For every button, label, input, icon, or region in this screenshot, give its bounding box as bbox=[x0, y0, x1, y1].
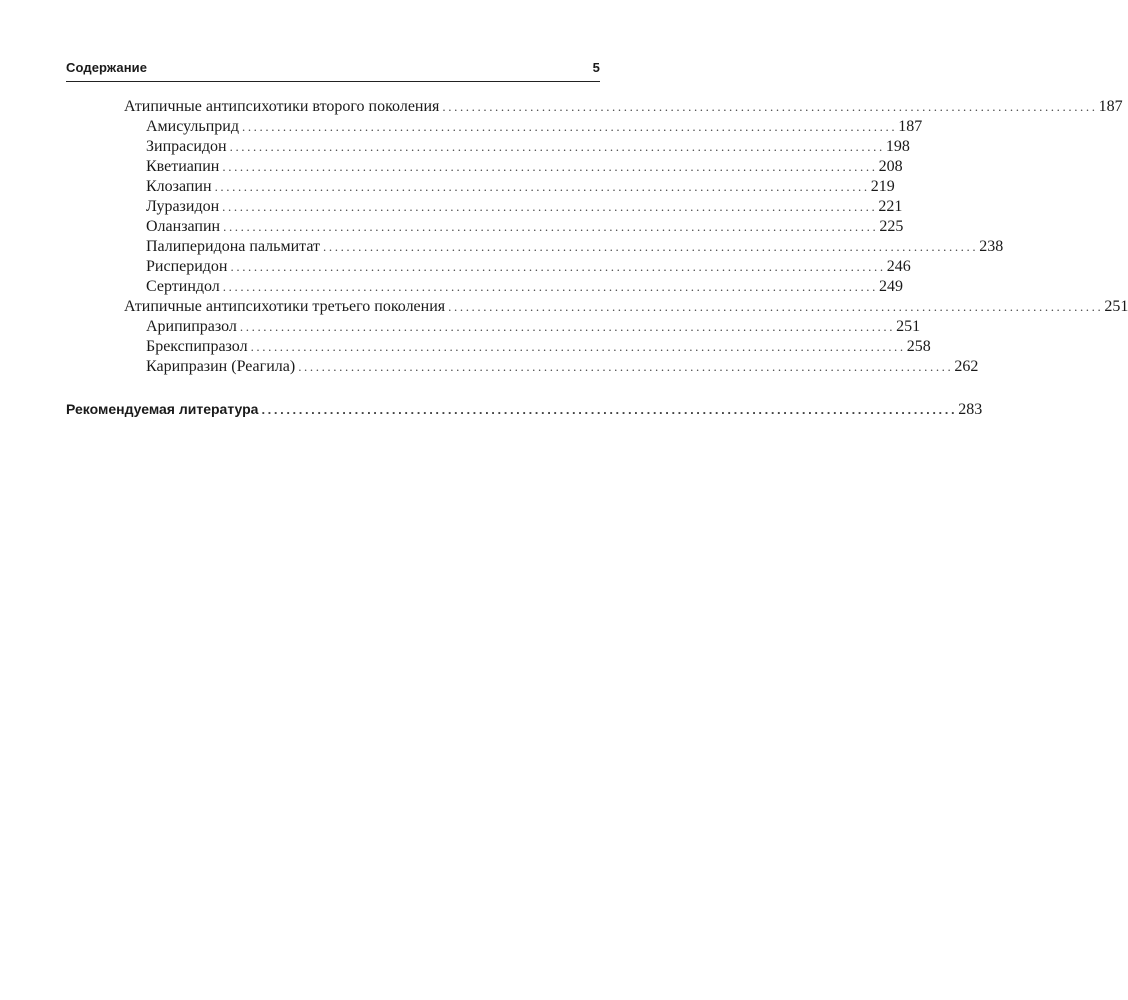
toc-entry-label: Карипразин (Реагила) bbox=[146, 358, 296, 375]
toc-entry-page: 246 bbox=[886, 258, 911, 275]
running-header-title: Содержание bbox=[66, 60, 148, 75]
toc-entry-page: 238 bbox=[979, 238, 1004, 255]
toc-leader-dots: ................................................................................................................ bbox=[214, 179, 870, 194]
toc-entry-label: Сертиндол bbox=[146, 278, 220, 295]
toc-entry[interactable] bbox=[146, 257, 911, 277]
toc-leader-dots: ................................................................................................................ bbox=[222, 279, 878, 294]
toc-entry-page: 251 bbox=[896, 318, 921, 335]
toc-leader-dots: ................................................................................................................ bbox=[230, 259, 886, 274]
toc-entry-page: 219 bbox=[870, 178, 895, 195]
toc-entry[interactable] bbox=[146, 177, 895, 197]
toc-entry[interactable] bbox=[146, 117, 923, 137]
toc-entry-label: Атипичные антипсихотики третьего поколения bbox=[124, 298, 446, 315]
toc-entry-label: Зипрасидон bbox=[146, 138, 227, 155]
running-header bbox=[66, 60, 600, 80]
toc-leader-dots: ................................................................................................................ bbox=[261, 402, 958, 417]
toc-entry-page: 198 bbox=[885, 138, 910, 155]
toc-leader-dots: ................................................................................................................ bbox=[241, 119, 898, 134]
running-header-page-number: 5 bbox=[592, 60, 600, 75]
toc-entry-section[interactable] bbox=[124, 297, 1128, 317]
toc-leader-dots: ................................................................................................................ bbox=[442, 99, 1098, 114]
toc-leader-dots: ................................................................................................................ bbox=[229, 139, 885, 154]
toc-leader-dots: ................................................................................................................ bbox=[298, 359, 954, 374]
toc-entry-label: Клозапин bbox=[146, 178, 212, 195]
toc-entry[interactable] bbox=[146, 337, 931, 357]
toc-entry-label: Оланзапин bbox=[146, 218, 221, 235]
toc-entry-label: Арипипразол bbox=[146, 318, 237, 335]
toc-entry[interactable] bbox=[146, 217, 904, 237]
toc-entry-section[interactable] bbox=[124, 97, 1123, 117]
toc-entry[interactable] bbox=[146, 157, 903, 177]
toc-entry-page: 262 bbox=[954, 358, 979, 375]
toc-entry-page: 187 bbox=[898, 118, 923, 135]
toc-entry[interactable] bbox=[146, 277, 903, 297]
toc-entry-label: Брекспипразол bbox=[146, 338, 248, 355]
toc-entry-page: 187 bbox=[1098, 98, 1123, 115]
toc-leader-dots: ................................................................................................................ bbox=[222, 199, 878, 214]
toc-entry[interactable] bbox=[146, 137, 910, 157]
toc-entry-page: 249 bbox=[879, 278, 903, 295]
header-divider bbox=[66, 81, 600, 82]
toc-entry-label: Луразидон bbox=[146, 198, 220, 215]
toc-entry[interactable] bbox=[146, 237, 1004, 257]
toc-entry-label: Рекомендуемая литература bbox=[66, 401, 259, 417]
toc-leader-dots: ................................................................................................................ bbox=[323, 239, 979, 254]
toc-leader-dots: ................................................................................................................ bbox=[239, 319, 896, 334]
toc-entry-label: Атипичные антипсихотики второго поколения bbox=[124, 98, 440, 115]
toc-entry-chapter[interactable] bbox=[66, 399, 983, 419]
toc-leader-dots: ................................................................................................................ bbox=[222, 159, 878, 174]
toc-entry-page: 208 bbox=[878, 158, 903, 175]
toc-leader-dots: ................................................................................................................ bbox=[223, 219, 879, 234]
toc-entry-label: Рисперидон bbox=[146, 258, 228, 275]
toc-entry[interactable] bbox=[146, 197, 903, 217]
toc-leader-dots: ................................................................................................................ bbox=[250, 339, 906, 354]
toc-entry-label: Кветиапин bbox=[146, 158, 220, 175]
toc-entry-page: 283 bbox=[958, 401, 983, 418]
toc-entry[interactable] bbox=[146, 357, 979, 377]
toc-entry-page: 225 bbox=[879, 218, 904, 235]
toc-leader-dots: ................................................................................................................ bbox=[448, 299, 1104, 314]
toc-entry-page: 251 bbox=[1104, 298, 1128, 315]
toc-entry-page: 221 bbox=[878, 198, 903, 215]
toc-entry-label: Палиперидона пальмитат bbox=[146, 238, 321, 255]
toc-entry-label: Амисульприд bbox=[146, 118, 239, 135]
toc-entry-page: 258 bbox=[906, 338, 931, 355]
toc-entry[interactable] bbox=[146, 317, 921, 337]
